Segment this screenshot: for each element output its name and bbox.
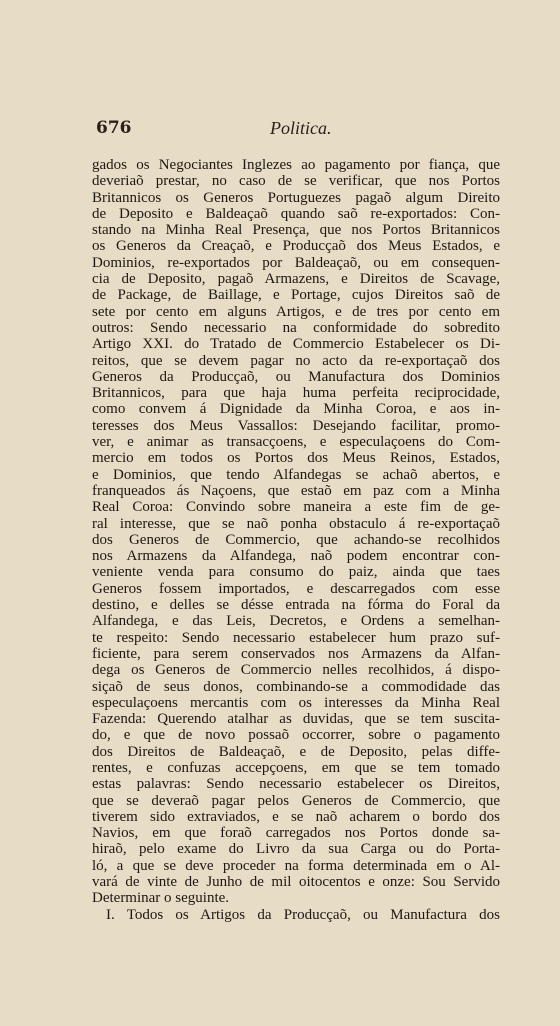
text-line: especulaçoens mercantis com os interesses da Minha Real <box>92 694 500 711</box>
text-line: siçaõ de seus donos, combinando-se a commodidade das <box>92 678 500 695</box>
text-line: dos Direitos de Baldeaçaõ, e de Deposito, pelas diffe- <box>92 743 500 760</box>
text-line: os Generos da Creaçaõ, e Producçaõ dos Meus Estados, e <box>92 238 500 255</box>
text-line: nos Armazens da Alfandega, naõ podem encontrar con- <box>92 548 500 565</box>
body-text <box>92 157 500 923</box>
text-line: ficiente, para serem conservados nos Armazens da Alfan- <box>92 645 500 662</box>
page-header <box>0 118 560 148</box>
text-line: deveriaõ prestar, no caso de se verificar, que nos Portos <box>92 173 500 190</box>
text-line: como convem á Dignidade da Minha Coroa, e aos in- <box>92 401 500 418</box>
text-line: Britannicos, para que haja huma perfeita reciprocidade, <box>92 385 500 402</box>
text-line: Dominios, re-exportados por Baldeaçaõ, ou em consequen- <box>92 254 500 271</box>
text-line: vará de vinte de Junho de mil oitocentos e onze: Sou Servido <box>92 874 500 891</box>
text-line: gados os Negociantes Inglezes ao pagamento por fiança, que <box>92 157 500 173</box>
running-head: Politica. <box>270 118 332 138</box>
text-line: sete por cento em alguns Artigos, e de tres por cento em <box>92 303 500 320</box>
text-line: hiraõ, pelo exame do Livro da sua Carga ou do Porta- <box>92 841 500 858</box>
text-line: Artigo XXI. do Tratado de Commercio Estabelecer os Di- <box>92 336 500 353</box>
text-line: cia de Deposito, pagaõ Armazens, e Direitos de Scavage, <box>92 271 500 288</box>
text-line: mercio em todos os Portos dos Meus Reinos, Estados, <box>92 450 500 467</box>
text-line: ló, a que se deve proceder na forma determinada em o Al- <box>92 857 500 874</box>
page-number: 676 <box>96 118 132 138</box>
article-first-line: I. Todos os Artigos da Producçaõ, ou Manufactura dos <box>106 906 500 923</box>
text-line: estas palavras: Sendo necessario estabelecer os Direitos, <box>92 776 500 793</box>
text-line: reitos, que se devem pagar no acto da re-exportaçaõ dos <box>92 352 500 369</box>
text-line: franqueados ás Naçoens, que estaõ em paz com a Minha <box>92 482 500 499</box>
text-line: que se deveraõ pagar pelos Generos de Commercio, que <box>92 792 500 809</box>
text-line: Determinar o seguinte. <box>92 890 230 907</box>
text-line: Generos da Producçaõ, ou Manufactura dos Dominios <box>92 368 500 385</box>
text-line: outros: Sendo necessario na conformidade do sobredito <box>92 319 500 336</box>
text-line: Generos fossem importados, e descarregados com esse <box>92 580 500 597</box>
text-line: rentes, e confuzas accepçoens, em que se tem tomado <box>92 759 500 776</box>
text-line: stando na Minha Real Presença, que nos Portos Britannicos <box>92 222 500 239</box>
text-line: teresses dos Meus Vassallos: Desejando facilitar, promo- <box>92 417 500 434</box>
text-line: Britannicos os Generos Portuguezes pagaõ algum Direito <box>92 189 500 206</box>
text-line: ver, e animar as transacçoens, e especulaçoens do Com- <box>92 434 500 451</box>
text-line: de Deposito e Baldeaçaõ quando saõ re-exportados: Con- <box>92 205 500 222</box>
text-line: tiverem sido extraviados, e se naõ acharem o bordo dos <box>92 808 500 825</box>
text-line: de Package, de Baillage, e Portage, cujos Direitos saõ de <box>92 287 500 304</box>
text-line: veniente venda para consumo do paiz, ainda que taes <box>92 564 500 581</box>
text-line: dega os Generos de Commercio nelles recolhidos, á dispo- <box>92 662 500 679</box>
text-line: destino, e delles se désse entrada na fórma do Foral da <box>92 597 500 614</box>
text-line: Fazenda: Querendo atalhar as duvidas, que se tem suscita- <box>92 711 500 728</box>
text-line: e Dominios, que tendo Alfandegas se achaõ abertos, e <box>92 466 500 483</box>
text-line: Navios, em que foraõ carregados nos Portos donde sa- <box>92 825 500 842</box>
text-line: Real Coroa: Convindo sobre maneira a este fim de ge- <box>92 499 500 516</box>
text-line: do, e que de novo possaõ occorrer, sobre o pagamento <box>92 727 500 744</box>
text-line: Alfandega, e das Leis, Decretos, e Ordens a semelhan- <box>92 613 500 630</box>
text-line: dos Generos de Commercio, que achando-se recolhidos <box>92 531 500 548</box>
text-line: te respeito: Sendo necessario estabelecer hum prazo suf- <box>92 629 500 646</box>
text-line: ral interesse, que se naõ ponha obstaculo á re-exportaçaõ <box>92 515 500 532</box>
